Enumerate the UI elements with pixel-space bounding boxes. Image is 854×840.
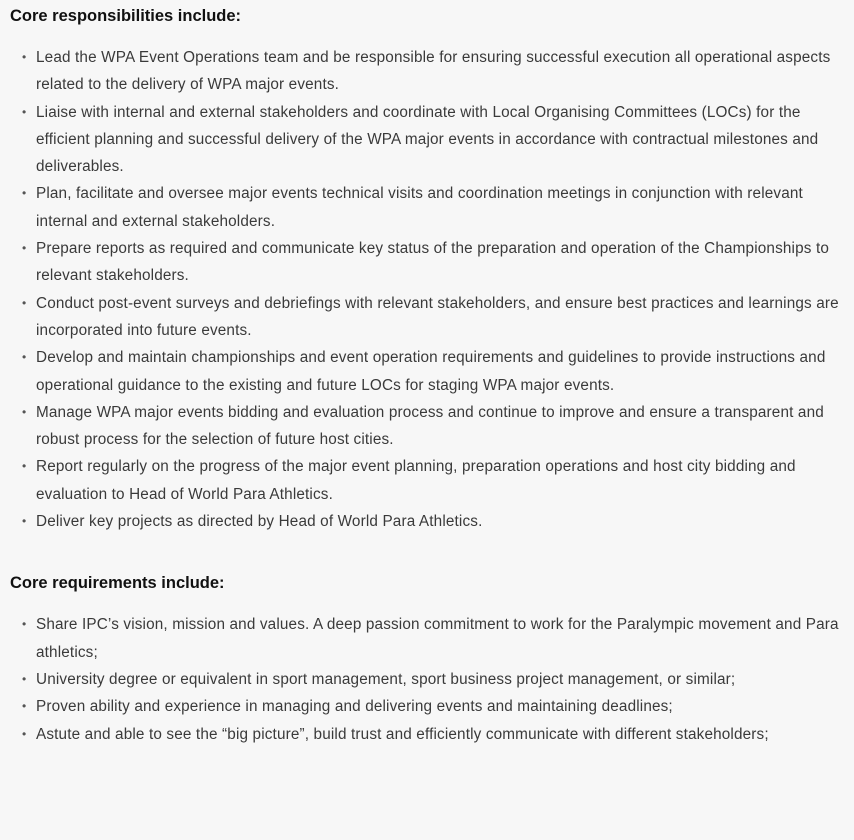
- requirements-heading: Core requirements include:: [10, 574, 225, 593]
- list-item: [10, 344, 844, 399]
- bullet-icon: •: [22, 104, 27, 119]
- list-item: [10, 611, 844, 666]
- bullet-icon: •: [22, 726, 27, 741]
- list-item: [10, 180, 844, 235]
- list-item: [10, 290, 844, 345]
- bullet-icon: •: [22, 404, 27, 419]
- list-item: [10, 235, 844, 290]
- bullet-icon: •: [22, 671, 27, 686]
- requirements-list: [10, 611, 844, 747]
- bullet-icon: •: [22, 186, 27, 201]
- list-item-text: Prepare reports as required and communicate key status of the preparation and operation of the Championships to relevant stakeholders.: [36, 240, 829, 285]
- bullet-icon: •: [22, 241, 27, 256]
- list-item-text: Liaise with internal and external stakeholders and coordinate with Local Organising Committees (LOCs) for the efficient planning and successful delivery of the WPA major events in accordance with contractual milestones and deliverables.: [36, 103, 819, 176]
- bullet-icon: •: [22, 459, 27, 474]
- list-item-text: University degree or equivalent in sport management, sport business project management, or similar;: [36, 670, 736, 688]
- list-item: [10, 44, 844, 99]
- list-item-text: Plan, facilitate and oversee major events technical visits and coordination meetings in conjunction with relevant internal and external stakeholders.: [36, 185, 803, 230]
- list-item: [10, 453, 844, 508]
- bullet-icon: •: [22, 514, 27, 529]
- bullet-icon: •: [22, 50, 27, 64]
- responsibilities-list: [10, 44, 844, 535]
- list-item-text: Share IPC’s vision, mission and values. A deep passion commitment to work for the Paralympic movement and Para athletics;: [36, 616, 839, 661]
- list-item: [10, 693, 844, 720]
- list-item-text: Conduct post-event surveys and debriefings with relevant stakeholders, and ensure best practices and learnings are incorporated into future events.: [36, 294, 839, 339]
- list-item-text: Develop and maintain championships and event operation requirements and guidelines to provide instructions and operational guidance to the existing and future LOCs for staging WPA major events.: [36, 349, 826, 394]
- bullet-icon: •: [22, 617, 27, 632]
- list-item: [10, 399, 844, 454]
- responsibilities-heading: Core responsibilities include:: [10, 7, 242, 25]
- list-item: [10, 99, 844, 181]
- list-item-text: Astute and able to see the “big picture”, build trust and efficiently communicate with different stakeholders;: [36, 725, 769, 743]
- list-item: [10, 666, 844, 693]
- bullet-icon: •: [22, 699, 27, 714]
- list-item-text: Lead the WPA Event Operations team and be responsible for ensuring successful execution all operational aspects related to the delivery of WPA major events.: [36, 49, 831, 94]
- list-item-text: Proven ability and experience in managing and delivering events and maintaining deadlines;: [36, 698, 673, 716]
- list-item: [10, 508, 844, 535]
- list-item-text: Deliver key projects as directed by Head of World Para Athletics.: [36, 513, 483, 531]
- list-item-text: Report regularly on the progress of the major event planning, preparation operations and host city bidding and evaluation to Head of World Para Athletics.: [36, 458, 796, 503]
- bullet-icon: •: [22, 295, 27, 310]
- bullet-icon: •: [22, 350, 27, 365]
- list-item: [10, 721, 844, 748]
- list-item-text: Manage WPA major events bidding and evaluation process and continue to improve and ensure a transparent and robust process for the selection of future host cities.: [36, 403, 824, 449]
